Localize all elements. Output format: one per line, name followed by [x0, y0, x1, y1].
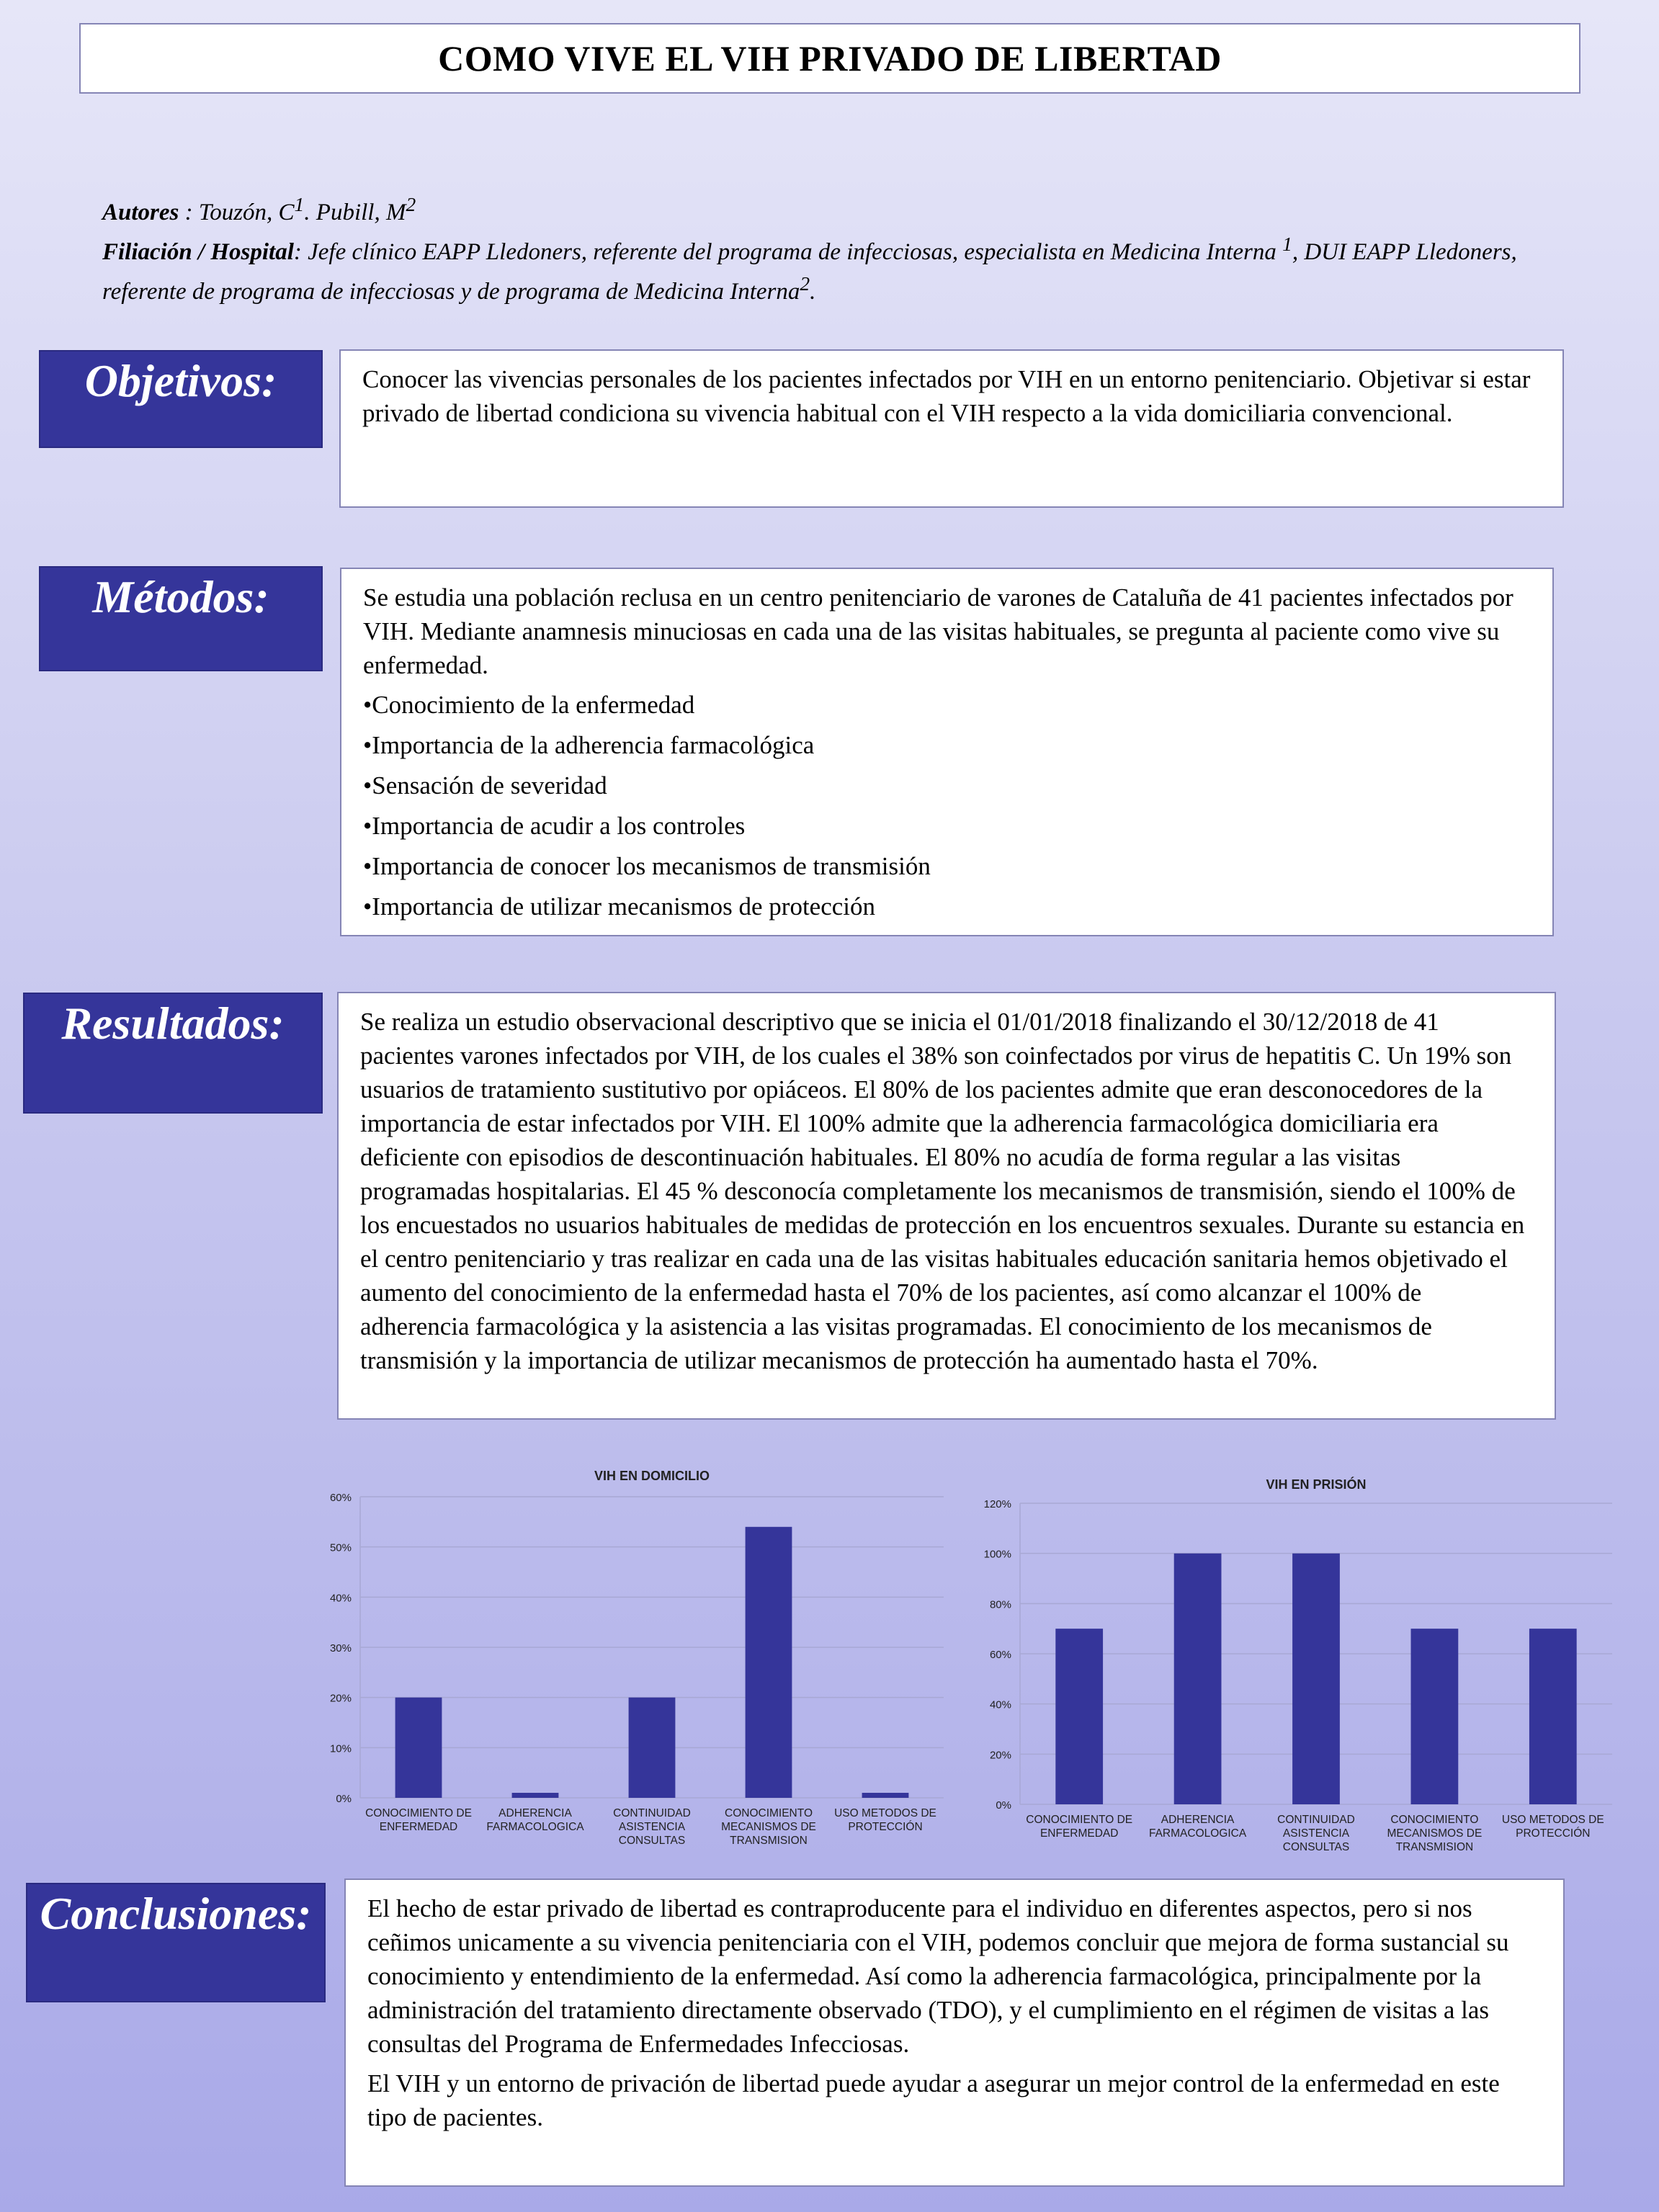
bar: [1292, 1554, 1340, 1804]
y-tick-label: 40%: [329, 1592, 352, 1605]
affiliation-sup-1: 1: [1282, 233, 1292, 255]
authors-sup-2: 2: [406, 193, 416, 215]
x-tick-label: ADHERENCIA: [1161, 1814, 1235, 1826]
affiliation-line: [102, 228, 1543, 308]
x-tick-label: MECANISMOS DE: [721, 1821, 816, 1833]
metodos-item: •Importancia de acudir a los controles: [363, 812, 746, 840]
conclusiones-text-2: El VIH y un entorno de privación de libertad puede ayudar a asegurar un mejor control de la enfermedad en este tipo de pacientes.: [367, 2069, 1500, 2131]
x-tick-label: CONTINUIDAD: [613, 1807, 691, 1819]
resultados-label: Resultados:: [23, 993, 323, 1114]
x-tick-label: FARMACOLOGICA: [486, 1821, 584, 1833]
conclusiones-text-1: El hecho de estar privado de libertad es contraproducente para el individuo en diferentes aspectos, pero si nos ceñimos unicamente a su vivencia penitenciaria con el VIH, podemos concluir que mejora de forma sustancial su conocimiento y entendimiento de la enfermedad. Así como la adherencia farmacológica, principalmente por la administración del tratamiento directamente observado (TDO), y el cumplimiento en el régimen de visitas a las consultas del Programa de Enfermedades Infecciosas.: [367, 1894, 1509, 2058]
y-tick-label: 30%: [329, 1642, 352, 1654]
x-tick-label: TRANSMISION: [730, 1835, 808, 1847]
x-tick-label: ASISTENCIA: [1282, 1827, 1350, 1840]
conclusiones-box: [344, 1879, 1565, 2187]
metodos-item: •Importancia de la adherencia farmacológica: [363, 731, 815, 759]
resultados-box: [337, 992, 1556, 1420]
resultados-text: Se realiza un estudio observacional descriptivo que se inicia el 01/01/2018 finalizando el 30/12/2018 de 41 pacientes varones infectados por VIH, de los cuales el 38% son coinfectados por virus de hepatitis C. Un 19% son usuarios de tratamiento sustitutivo por opiáceos. El 80% de los pacientes admite que eran desconocedores de la importancia de estar infectados por VIH. El 100% admite que la adherencia farmacológica domiciliaria era deficiente con episodios de descontinuación habituales. El 80% no acudía de forma regular a las visitas programadas hospitalarias. El 45 % desconocía completamente los mecanismos de transmisión, siendo el 100% de los encuestados no usuarios habituales de medidas de protección en los encuentros sexuales. Durante su estancia en el centro penitenciario y tras realizar en cada una de las visitas habituales educación sanitaria hemos objetivado el aumento del conocimiento de la enfermedad hasta el 70% de los pacientes, así como alcanzar el 100% de adherencia farmacológica y la asistencia a las visitas programadas. El conocimiento de los mecanismos de transmisión y la importancia de utilizar mecanismos de protección ha aumentado hasta el 70%.: [360, 1008, 1525, 1374]
affiliation-end: .: [810, 279, 816, 305]
x-tick-label: CONOCIMIENTO: [725, 1807, 813, 1819]
x-tick-label: CONSULTAS: [618, 1835, 686, 1847]
affiliation-text-1: : Jefe clínico EAPP Lledoners, referente del programa de infecciosas, especialista en Medicina Interna: [293, 239, 1283, 265]
x-tick-label: USO METODOS DE: [1501, 1814, 1604, 1826]
poster-title: COMO VIVE EL VIH PRIVADO DE LIBERTAD: [438, 38, 1222, 79]
y-tick-label: 60%: [329, 1492, 352, 1504]
bar: [862, 1793, 909, 1798]
affiliation-sup-2: 2: [800, 272, 810, 295]
bar: [512, 1793, 559, 1798]
x-tick-label: CONTINUIDAD: [1277, 1814, 1355, 1826]
y-tick-label: 100%: [983, 1548, 1011, 1561]
metodos-text: Se estudia una población reclusa en un centro penitenciario de varones de Cataluña de 41 pacientes infectados por VIH. Mediante anamnesis minuciosas en cada una de las visitas habituales, se pregunta al paciente como vive su enfermedad.: [363, 583, 1513, 679]
x-tick-label: ASISTENCIA: [618, 1821, 686, 1833]
x-tick-label: USO METODOS DE: [834, 1807, 936, 1819]
y-tick-label: 0%: [996, 1799, 1011, 1812]
metodos-item: •Importancia de conocer los mecanismos de transmisión: [363, 852, 931, 880]
x-tick-label: ENFERMEDAD: [1039, 1827, 1119, 1840]
x-tick-label: PROTECCIÓN: [1516, 1827, 1591, 1840]
bar: [1529, 1629, 1577, 1804]
bar: [629, 1698, 676, 1798]
authors-block: [102, 189, 1543, 308]
y-tick-label: 80%: [989, 1598, 1011, 1611]
x-tick-label: CONOCIMIENTO DE: [365, 1807, 472, 1819]
bar: [1174, 1554, 1222, 1804]
chart-title: VIH EN DOMICILIO: [594, 1469, 710, 1483]
y-tick-label: 50%: [329, 1541, 352, 1554]
chart-domicilio: [303, 1462, 951, 1866]
y-tick-label: 60%: [989, 1649, 1011, 1661]
y-tick-label: 0%: [336, 1793, 352, 1805]
objetivos-box: [339, 349, 1564, 508]
x-tick-label: CONOCIMIENTO: [1390, 1814, 1479, 1826]
title-box: [79, 23, 1580, 94]
authors-label: Autores: [102, 200, 179, 225]
affiliation-label: Filiación / Hospital: [102, 239, 294, 265]
objetivos-text: Conocer las vivencias personales de los pacientes infectados por VIH en un entorno penitenciario. Objetivar si estar privado de libertad condiciona su vivencia habitual con el VIH respecto a la vida domiciliaria convencional.: [362, 365, 1531, 427]
bar: [1411, 1629, 1459, 1804]
bar: [746, 1527, 792, 1798]
chart-title: VIH EN PRISIÓN: [1266, 1477, 1367, 1492]
authors-mid: . Pubill, M: [304, 200, 406, 225]
metodos-item: •Importancia de utilizar mecanismos de protección: [363, 892, 876, 921]
x-tick-label: PROTECCIÓN: [848, 1821, 923, 1833]
x-tick-label: ADHERENCIA: [498, 1807, 572, 1819]
authors-sup-1: 1: [294, 193, 305, 215]
x-tick-label: ENFERMEDAD: [379, 1821, 458, 1833]
x-tick-label: CONSULTAS: [1282, 1841, 1350, 1853]
metodos-item: •Conocimiento de la enfermedad: [363, 691, 695, 719]
chart-prision: [957, 1462, 1619, 1866]
metodos-list: [363, 688, 1531, 923]
y-tick-label: 10%: [329, 1742, 352, 1755]
y-tick-label: 20%: [329, 1692, 352, 1705]
metodos-item: •Sensación de severidad: [363, 771, 607, 800]
authors-text: : Touzón, C: [179, 200, 295, 225]
y-tick-label: 120%: [983, 1498, 1011, 1510]
x-tick-label: TRANSMISION: [1395, 1841, 1474, 1853]
bar: [395, 1698, 442, 1798]
x-tick-label: CONOCIMIENTO DE: [1026, 1814, 1133, 1826]
y-tick-label: 40%: [989, 1698, 1011, 1711]
metodos-label: Métodos:: [39, 566, 323, 671]
objetivos-label: Objetivos:: [39, 350, 323, 448]
metodos-box: [340, 568, 1554, 936]
y-tick-label: 20%: [989, 1749, 1011, 1762]
x-tick-label: FARMACOLOGICA: [1148, 1827, 1247, 1840]
x-tick-label: MECANISMOS DE: [1387, 1827, 1483, 1840]
authors-line: [102, 189, 1543, 228]
affiliation-text-2: , DUI EAPP Lledoners, referente de programa de infecciosas y de programa de Medicina Interna: [102, 239, 1517, 305]
bar: [1055, 1629, 1103, 1804]
charts-area: [303, 1462, 1642, 1866]
conclusiones-label: Conclusiones:: [26, 1883, 326, 2002]
